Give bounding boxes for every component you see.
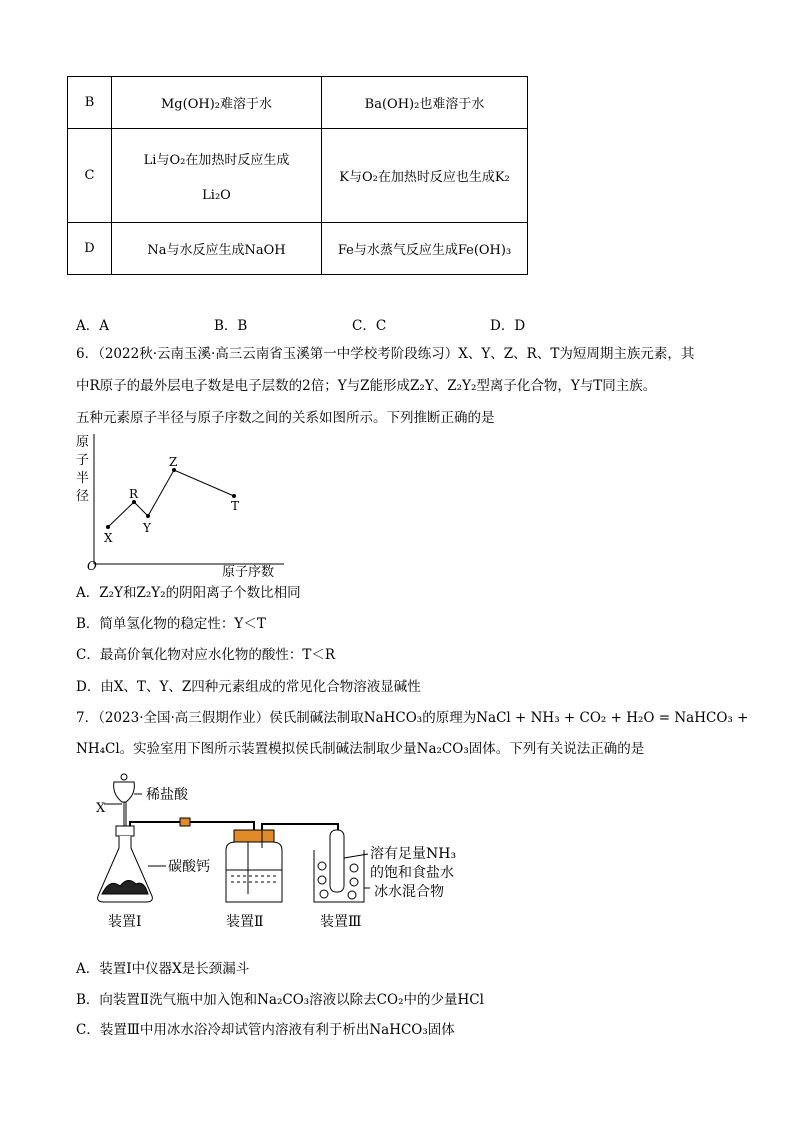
comparison-table	[67, 76, 528, 275]
row-right-cell: Fe与水蒸气反应生成Fe(OH)₃	[322, 223, 528, 275]
q7-stem-line1: 7．（2023·全国·高三假期作业）侯氏制碱法制取NaHCO₃的原理为NaCl + NH₃ + CO₂ + H₂O = NaHCO₃ +	[76, 710, 749, 726]
row-right-cell: K与O₂在加热时反应也生成K₂	[322, 129, 528, 223]
q7-option-c: C．装置Ⅲ中用冰水浴冷却试管内溶液有利于析出NaHCO₃固体	[76, 1022, 455, 1038]
ice-cube	[348, 891, 356, 899]
q6-option-d: D．由X、T、Y、Z四种元素组成的常见化合物溶液显碱性	[76, 679, 421, 695]
acid-label: 稀盐酸	[146, 787, 188, 803]
row-label: C	[68, 129, 112, 223]
q7-option-a: A．装置Ⅰ中仪器X是长颈漏斗	[76, 961, 250, 977]
device-2-label: 装置Ⅱ	[226, 914, 264, 930]
test-tube	[330, 830, 344, 892]
device-1-apparatus	[96, 774, 210, 902]
x-axis-label: 原子序数	[222, 565, 275, 580]
table-row	[68, 77, 528, 129]
ice-cube	[350, 864, 358, 872]
radius-line	[108, 470, 234, 527]
point-y	[146, 514, 150, 518]
row-right-cell: Ba(OH)₂也难溶于水	[322, 77, 528, 129]
table-row	[68, 129, 528, 223]
point-x	[106, 525, 110, 529]
row-left-cell: Mg(OH)₂难溶于水	[112, 77, 322, 129]
wash-bottle	[226, 842, 282, 902]
q6-stem-line3: 五种元素原子半径与原子序数之间的关系如图所示。下列推断正确的是	[76, 410, 495, 426]
atomic-radius-figure	[74, 432, 314, 580]
q5-option-a: A．A	[76, 318, 109, 334]
ice-water-label: 冰水混合物	[374, 884, 444, 900]
row-left-cell	[112, 129, 322, 223]
device-3-label: 装置Ⅲ	[320, 914, 362, 930]
table-row	[68, 223, 528, 275]
q7-option-b: B．向装置Ⅱ洗气瓶中加入饱和Na₂CO₃溶液以除去CO₂中的少量HCl	[76, 992, 484, 1008]
bottle-stopper	[234, 830, 274, 842]
row-label: D	[68, 223, 112, 275]
origin-label: O	[87, 559, 97, 573]
rubber-connector	[180, 818, 190, 826]
y-label-char: 径	[76, 489, 90, 504]
point-t	[232, 494, 236, 498]
row-left-line1: Li与O₂在加热时反应生成	[143, 152, 290, 168]
q6-option-a: A．Z₂Y和Z₂Y₂的阴阳离子个数比相同	[76, 585, 301, 601]
funnel-x-label: X	[96, 801, 106, 816]
q6-stem-line1: 6．（2022秋·云南玉溪·高三云南省玉溪第一中学校考阶段练习）X、Y、Z、R、T为短周期主族元素，其	[76, 346, 695, 362]
point-label-x: X	[104, 531, 113, 545]
device-2-apparatus	[226, 830, 282, 902]
q6-option-b: B．简单氢化物的稳定性：Y＜T	[76, 616, 266, 632]
ice-cube	[350, 878, 358, 886]
row-label: B	[68, 77, 112, 129]
point-label-t: T	[231, 499, 240, 513]
flask-stopper	[116, 826, 134, 836]
q5-option-b: B．B	[214, 318, 248, 334]
separatory-funnel	[114, 782, 135, 802]
solution-label-1: 溶有足量NH₃	[370, 846, 457, 862]
device-3-apparatus	[314, 830, 456, 902]
q6-stem-line2: 中R原子的最外层电子数是电子层数的2倍；Y与Z能形成Z₂Y、Z₂Y₂型离子化合物，Y与T同主族。	[76, 378, 657, 394]
ice-cube	[318, 876, 326, 884]
q7-stem-line2: NH₄Cl。实验室用下图所示装置模拟侯氏制碱法制取少量Na₂CO₃固体。下列有关说法正确的是	[76, 741, 645, 757]
y-label-char: 子	[76, 453, 90, 468]
q6-option-c: C．最高价氧化物对应水化物的酸性：T＜R	[76, 647, 335, 663]
point-label-z: Z	[169, 455, 178, 469]
tube-1-2	[130, 822, 254, 830]
point-label-r: R	[129, 487, 139, 501]
row-left-line2: Li₂O	[202, 187, 231, 203]
row-left-cell: Na与水反应生成NaOH	[112, 223, 322, 275]
ice-cube	[320, 890, 328, 898]
funnel-stopper	[121, 774, 127, 780]
ice-cube	[318, 862, 326, 870]
apparatus-figure	[86, 770, 486, 940]
device-1-label: 装置Ⅰ	[108, 914, 142, 930]
point-label-y: Y	[143, 521, 151, 535]
y-label-char: 原	[76, 435, 90, 450]
solution-label-2: 的饱和食盐水	[370, 865, 454, 881]
q5-option-c: C．C	[352, 318, 387, 334]
q5-option-d: D．D	[490, 318, 526, 334]
caco3-label: 碳酸钙	[168, 859, 210, 875]
y-label-char: 半	[76, 471, 90, 486]
